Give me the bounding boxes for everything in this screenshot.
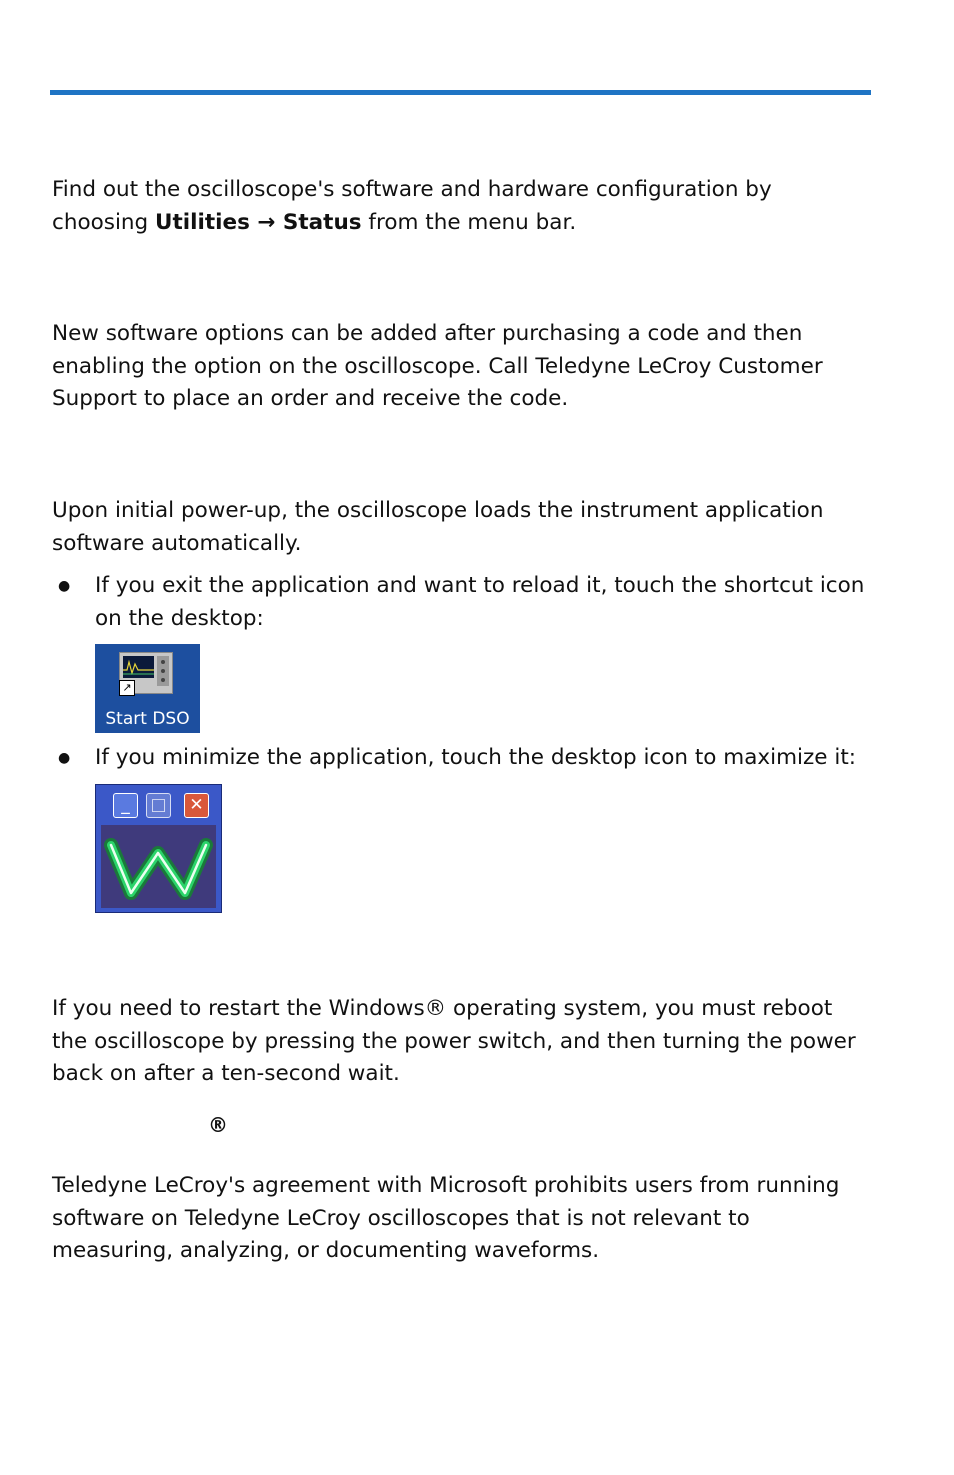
scope-screen [123,656,154,678]
licensing-heading-symbol: ® [208,1113,228,1137]
header-rule [50,90,871,95]
minimize-icon[interactable]: _ [113,793,138,818]
config-text-before: Find out the oscilloscope's software and hardware configuration by choosing [52,177,772,235]
bullet-icon: ● [58,750,71,766]
close-icon[interactable]: ✕ [184,793,209,818]
shortcut-arrow-icon: ↗ [119,680,135,696]
bullet-icon: ● [58,578,71,594]
start-dso-icon[interactable] [95,644,200,733]
scope-panel [157,656,169,686]
shortcut-label: Start DSO [105,709,190,729]
menu-path: Utilities → Status [155,209,362,235]
bullet-text: If you minimize the application, touch the desktop icon to maximize it: [95,745,857,770]
config-text-after: from the menu bar. [361,209,577,235]
bullet-text: If you exit the application and want to reload it, touch the shortcut icon on the desktop: [95,573,865,631]
lecroy-app-icon[interactable] [95,784,222,913]
waveform-logo [101,825,216,908]
maximize-icon[interactable]: □ [146,793,171,818]
restart-paragraph: If you need to restart the Windows® operating system, you must reboot the oscilloscope by pressing the power switch, and then turning the power back on after a ten-second wait. [52,996,856,1086]
startup-paragraph: Upon initial power-up, the oscilloscope loads the instrument application software automatically. [52,498,824,556]
options-paragraph: New software options can be added after purchasing a code and then enabling the option on the oscilloscope. Call Teledyne LeCroy Customer Support to place an order and receive the code. [52,321,823,411]
licensing-paragraph: Teledyne LeCroy's agreement with Microsoft prohibits users from running software on Teledyne LeCroy oscilloscopes that is not relevant to measuring, analyzing, or documenting waveforms. [52,1173,840,1263]
config-paragraph [52,174,872,239]
